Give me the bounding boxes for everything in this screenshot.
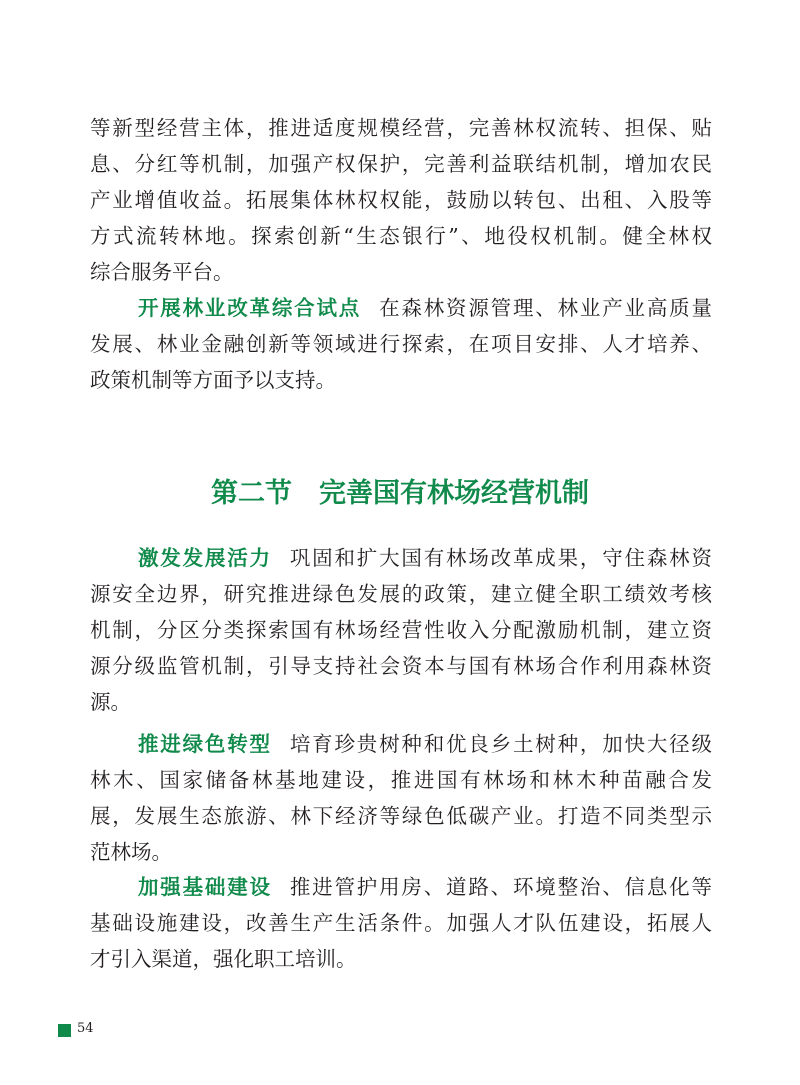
paragraph-line: 等新型经营主体，推进适度规模经营，完善林权流转、担保、贴 bbox=[90, 116, 712, 140]
paragraph-line: 才引入渠道，强化职工培训。 bbox=[90, 947, 357, 971]
paragraph-line: 林木、国家储备林基地建设，推进国有林场和林木种苗融合发 bbox=[90, 768, 712, 792]
paragraph-line-text: 在森林资源管理、林业产业高质量 bbox=[379, 296, 712, 320]
paragraph-line: 方式流转林地。探索创新“生态银行”、地役权机制。健全林权 bbox=[90, 224, 712, 248]
paragraph-line bbox=[138, 872, 712, 902]
section-title: 第二节 完善国有林场经营机制 bbox=[211, 478, 589, 509]
page-number: 54 bbox=[77, 1021, 94, 1036]
paragraph-keyword: 推进绿色转型 bbox=[138, 732, 272, 756]
paragraph-keyword: 加强基础建设 bbox=[138, 875, 272, 899]
paragraph-line: 基础设施建设，改善生产生活条件。加强人才队伍建设，拓展人 bbox=[90, 911, 712, 935]
paragraph-line: 源分级监管机制，引导支持社会资本与国有林场合作利用森林资 bbox=[90, 654, 712, 678]
paragraph-line: 源安全边界，研究推进绿色发展的政策，建立健全职工绩效考核 bbox=[90, 582, 712, 606]
paragraph-line-text: 巩固和扩大国有林场改革成果，守住森林资 bbox=[289, 546, 712, 570]
paragraph-keyword: 开展林业改革综合试点 bbox=[138, 296, 362, 320]
paragraph-line: 政策机制等方面予以支持。 bbox=[90, 368, 336, 392]
paragraph-line: 息、分红等机制，加强产权保护，完善利益联结机制，增加农民 bbox=[90, 152, 712, 176]
paragraph-line bbox=[138, 293, 712, 323]
paragraph-line: 机制，分区分类探索国有林场经营性收入分配激励机制，建立资 bbox=[90, 618, 712, 642]
paragraph-keyword: 激发发展活力 bbox=[138, 546, 272, 570]
paragraph-line: 综合服务平台。 bbox=[90, 260, 234, 284]
paragraph-line: 源。 bbox=[90, 690, 131, 714]
paragraph-line bbox=[138, 729, 712, 759]
page-marker-square bbox=[58, 1024, 71, 1037]
paragraph-line-text: 培育珍贵树种和优良乡土树种，加快大径级 bbox=[289, 732, 712, 756]
paragraph-line: 发展、林业金融创新等领域进行探索，在项目安排、人才培养、 bbox=[90, 332, 712, 356]
paragraph-line: 产业增值收益。拓展集体林权权能，鼓励以转包、出租、入股等 bbox=[90, 188, 712, 212]
paragraph-line: 展，发展生态旅游、林下经济等绿色低碳产业。打造不同类型示 bbox=[90, 804, 712, 828]
paragraph-line bbox=[138, 543, 712, 573]
paragraph-line-text: 推进管护用房、道路、环境整治、信息化等 bbox=[289, 875, 712, 899]
paragraph-line: 范林场。 bbox=[90, 840, 172, 864]
